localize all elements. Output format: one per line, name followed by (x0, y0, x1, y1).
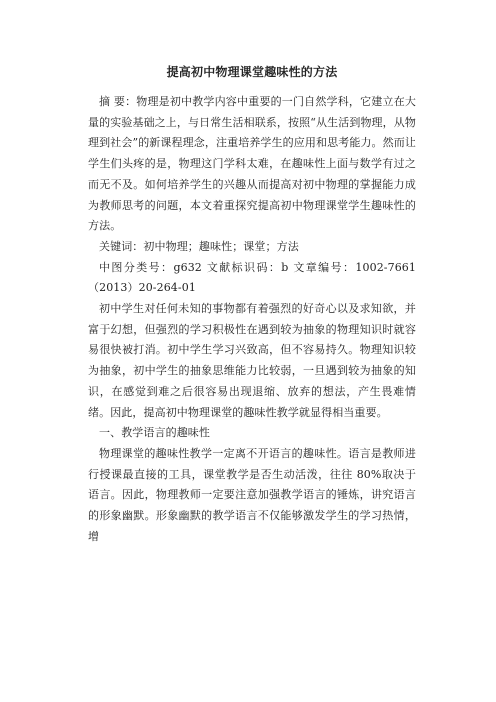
section-paragraph: 物理课堂的趣味性教学一定离不开语言的趣味性。语言是教师进行授课最直接的工具，课堂教学是否生动活泼，往往 80%取决于语言。因此，物理教师一定要注意加强教学语言的锤炼，讲究语言的形象幽默。形象幽默的教学语言不仅能够激发学生的学习热情，增 (88, 446, 416, 543)
keywords-paragraph: 关键词：初中物理；趣味性；课堂；方法 (99, 239, 299, 253)
section-heading: 一、教学语言的趣味性 (99, 426, 210, 440)
document-title: 提高初中物理课堂趣味性的方法 (166, 65, 338, 79)
abstract-paragraph: 摘 要：物理是初中教学内容中重要的一门自然学科，它建立在大量的实验基础之上，与日常生活相联系，按照“从生活到物理，从物理到社会”的新课程理念，注重培养学生的应用和思考能力。然而让学生们头疼的是，物理这门学科太难，在趣味性上面与数学有过之而无不及。如何培养学生的兴趣从而提高对初中物理的掌握能力成为教师思考的问题，本文着重探究提高初中物理课堂学生趣味性的方法。 (88, 95, 416, 233)
classification-paragraph: 中图分类号：g632 文献标识码：b 文章编号：1002-7661（2013）20-264-01 (88, 260, 416, 295)
intro-paragraph: 初中学生对任何未知的事物都有着强烈的好奇心以及求知欲，并富于幻想，但强烈的学习积极性在遇到较为抽象的物理知识时就容易很快被打消。初中学生学习兴致高，但不容易持久。物理知识较为抽象，初中学生的抽象思维能力比较弱，一旦遇到较为抽象的知识，在感觉到难之后很容易出现退缩、放弃的想法，产生畏难情绪。因此，提高初中物理课堂的趣味性教学就显得相当重要。 (88, 302, 416, 419)
